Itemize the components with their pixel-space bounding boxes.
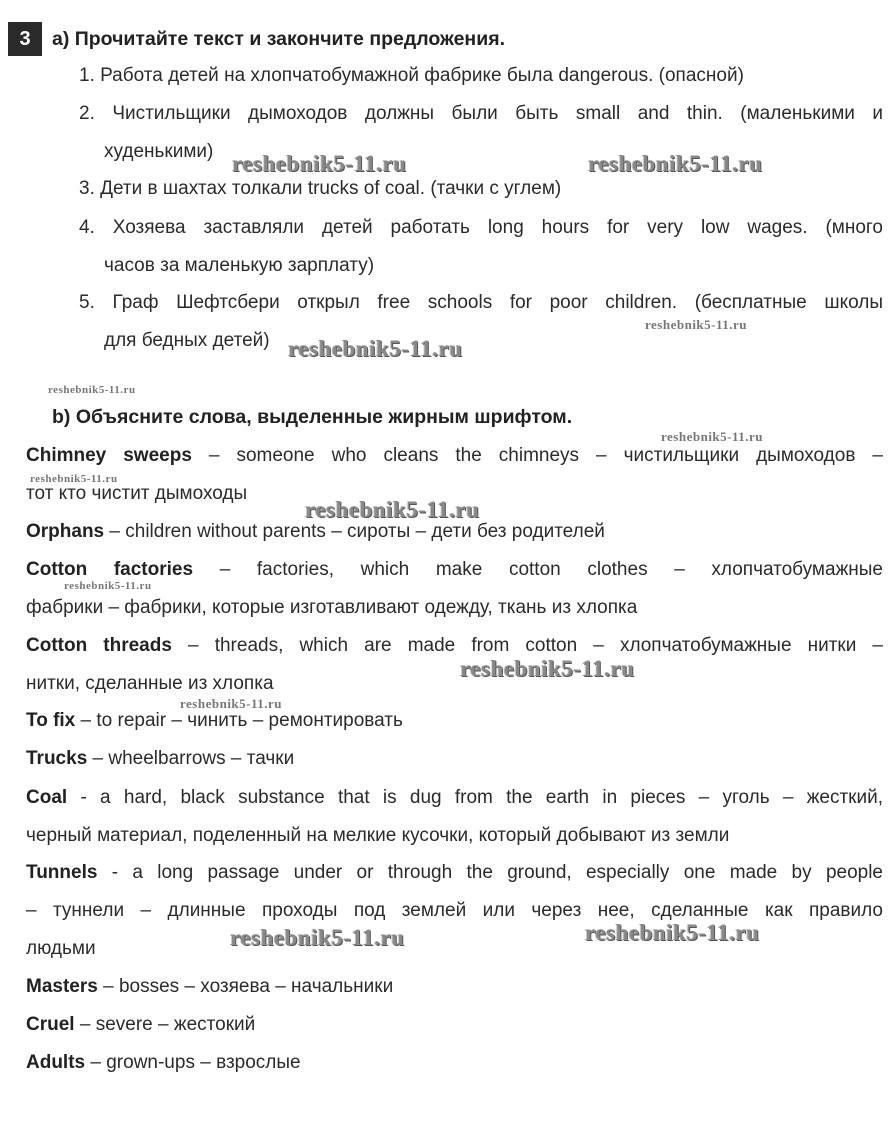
part-a-heading: a) Прочитайте текст и закончите предложения. (52, 28, 505, 50)
watermark: reshebnik5-11.ru (585, 920, 760, 945)
watermark: reshebnik5-11.ru (645, 317, 748, 332)
watermark: reshebnik5-11.ru (661, 429, 764, 444)
watermark: reshebnik5-11.ru (460, 656, 635, 681)
list-item-continuation: худенькими) (104, 141, 214, 162)
watermark: reshebnik5-11.ru (305, 497, 480, 522)
list-item: 1. Работа детей на хлопчатобумажной фабрике была dangerous. (опасной) (79, 65, 744, 86)
watermark: reshebnik5-11.ru (180, 696, 283, 711)
watermark: reshebnik5-11.ru (30, 473, 118, 485)
glossary-definition: – children without parents – сироты – дети без родителей (104, 521, 605, 542)
glossary-definition: – someone who cleans the chimneys – чистильщики дымоходов – (191, 445, 883, 466)
watermark: reshebnik5-11.ru (288, 336, 463, 361)
glossary-term: Tunnels (26, 862, 98, 883)
part-b-heading: b) Объясните слова, выделенные жирным шрифтом. (52, 406, 573, 428)
glossary-definition: – factories, which make cotton clothes – хлопчатобумажные (193, 559, 883, 580)
exercise-number-badge: 3 (8, 22, 42, 56)
watermark: reshebnik5-11.ru (230, 925, 405, 950)
glossary-term: Chimney sweeps (26, 445, 192, 466)
glossary-continuation: нитки, сделанные из хлопка (26, 673, 274, 694)
glossary-term: Trucks (26, 748, 88, 769)
glossary-continuation: людьми (26, 938, 96, 959)
glossary-definition: – bosses – хозяева – начальники (97, 976, 394, 997)
watermark: reshebnik5-11.ru (64, 580, 152, 592)
glossary-term: To fix (26, 710, 76, 731)
list-item: 5. Граф Шефтсбери открыл free schools for poor children. (бесплатные школы (79, 292, 883, 313)
glossary-definition: – severe – жестокий (74, 1014, 256, 1035)
glossary-term: Adults (26, 1052, 86, 1073)
glossary-definition: – to repair – чинить – ремонтировать (75, 710, 403, 731)
glossary-term: Cruel (26, 1014, 75, 1035)
glossary-entry (26, 1006, 255, 1044)
glossary-definition: - a hard, black substance that is dug from the earth in pieces – уголь – жесткий, (67, 787, 883, 808)
watermark: reshebnik5-11.ru (588, 151, 763, 176)
glossary-continuation: – туннели – длинные проходы под землей или через нее, сделанные как правило (26, 900, 883, 921)
glossary-entry (26, 854, 883, 892)
glossary-term: Cotton threads (26, 635, 172, 656)
glossary-definition: - a long passage under or through the ground, especially one made by people (97, 862, 883, 883)
watermark: reshebnik5-11.ru (232, 151, 407, 176)
glossary-term: Cotton factories (26, 559, 194, 580)
glossary-entry (26, 968, 393, 1006)
glossary-entry (26, 740, 294, 778)
glossary-entry (26, 1044, 301, 1082)
glossary-continuation: фабрики – фабрики, которые изготавливают одежду, ткань из хлопка (26, 597, 638, 618)
list-item: 4. Хозяева заставляли детей работать long hours for very low wages. (много (79, 217, 883, 238)
glossary-definition: – grown-ups – взрослые (85, 1052, 301, 1073)
glossary-entry (26, 627, 883, 665)
list-item: 2. Чистильщики дымоходов должны были быть small and thin. (маленькими и (79, 103, 883, 124)
glossary-term: Coal (26, 787, 68, 808)
glossary-definition: – wheelbarrows – тачки (87, 748, 295, 769)
list-item: 3. Дети в шахтах толкали trucks of coal. (тачки с углем) (79, 178, 562, 199)
glossary-continuation: тот кто чистит дымоходы (26, 483, 248, 504)
glossary-continuation: черный материал, поделенный на мелкие кусочки, который добывают из земли (26, 825, 730, 846)
watermark: reshebnik5-11.ru (48, 384, 136, 396)
glossary-entry (26, 779, 883, 817)
glossary-definition: – threads, which are made from cotton – хлопчатобумажные нитки – (171, 635, 884, 656)
list-item-continuation: для бедных детей) (104, 330, 270, 351)
glossary-term: Orphans (26, 521, 105, 542)
glossary-term: Masters (26, 976, 98, 997)
list-item-continuation: часов за маленькую зарплату) (104, 255, 375, 276)
glossary-entry (26, 551, 883, 589)
